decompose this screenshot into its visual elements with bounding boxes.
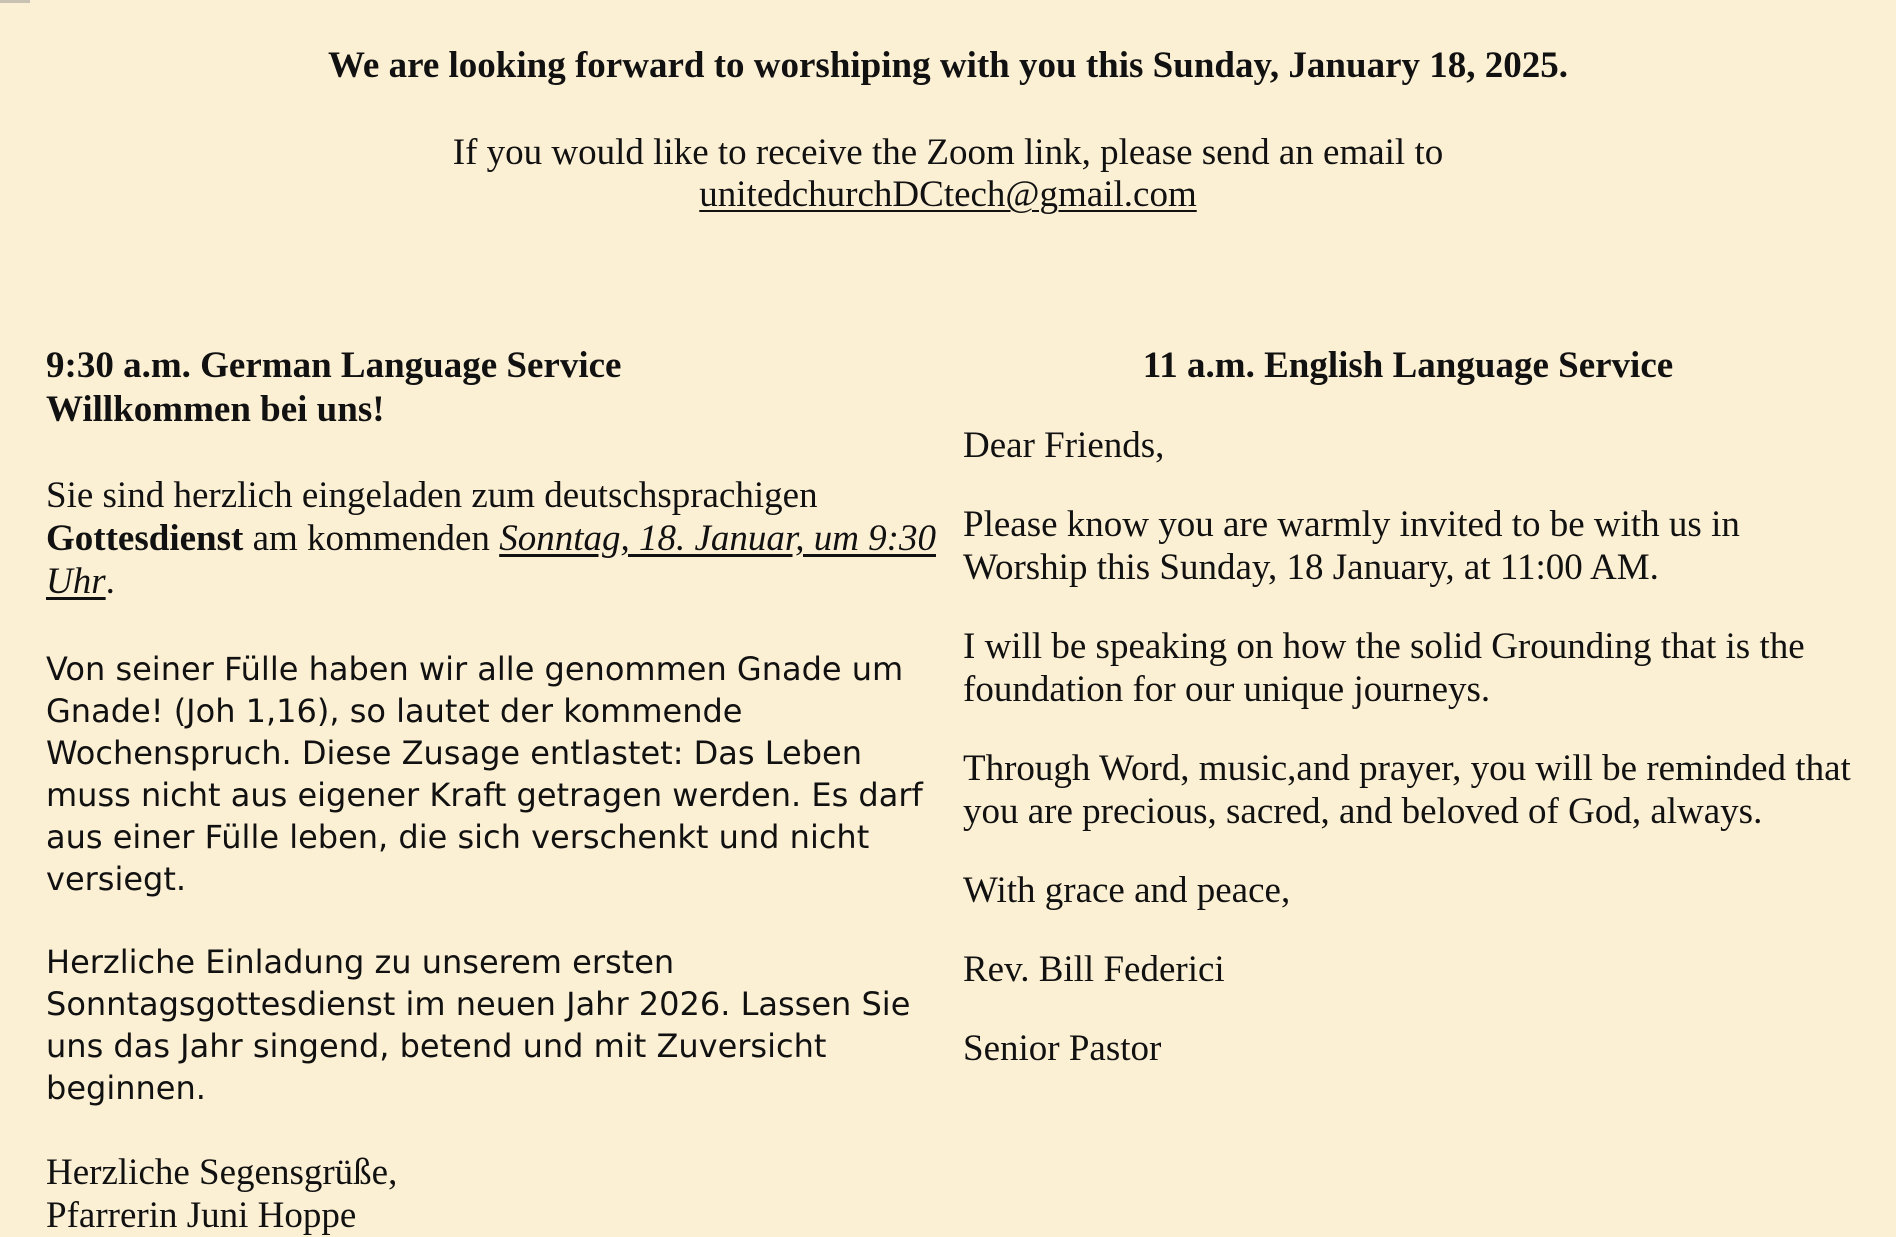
zoom-email-link[interactable]: unitedchurchDCtech@gmail.com bbox=[699, 174, 1197, 215]
english-closing: With grace and peace, bbox=[963, 870, 1291, 911]
german-service-title: 9:30 a.m. German Language Service bbox=[46, 345, 622, 386]
german-invite-text-2: am kommenden bbox=[243, 518, 500, 559]
german-invite-end: . bbox=[105, 561, 115, 602]
english-role: Senior Pastor bbox=[963, 1028, 1162, 1069]
english-service-title: 11 a.m. English Language Service bbox=[1142, 345, 1674, 386]
german-new-year-paragraph: Herzliche Einladung zu unserem ersten Sonntagsgottesdienst im neuen Jahr 2026. Lassen Sie uns das Jahr singend, betend und mit Zuversicht beginnen. bbox=[46, 943, 911, 1107]
german-service-date: Sonntag, 18. Januar, um 9:30 Uhr bbox=[46, 518, 936, 602]
english-greeting: Dear Friends, bbox=[963, 425, 1165, 466]
page-title: We are looking forward to worshiping with you this Sunday, January 18, 2025. bbox=[327, 45, 1569, 86]
german-invite-text-1: Sie sind herzlich eingeladen zum deutschsprachigen bbox=[46, 475, 818, 516]
english-reminder-paragraph: Through Word, music,and prayer, you will be reminded that you are precious, sacred, and beloved of God, always. bbox=[963, 748, 1851, 832]
german-signature: Pfarrerin Juni Hoppe bbox=[46, 1195, 357, 1236]
german-invite-bold: Gottesdienst bbox=[46, 518, 244, 559]
german-weekly-verse-paragraph: Von seiner Fülle haben wir alle genommen Gnade um Gnade! (Joh 1,16), so lautet der kommende Wochenspruch. Diese Zusage entlastet: Das Leben muss nicht aus eigener Kraft getragen werden. Es darf aus einer Fülle leben, die sich verschenkt und nicht versiegt. bbox=[46, 650, 923, 898]
english-service-column bbox=[963, 344, 1863, 1070]
english-sermon-paragraph: I will be speaking on how the solid Grounding that is the foundation for our unique journeys. bbox=[963, 626, 1805, 710]
german-invite-paragraph bbox=[46, 474, 936, 603]
german-welcome-heading: Willkommen bei uns! bbox=[46, 389, 385, 430]
english-signature: Rev. Bill Federici bbox=[963, 949, 1225, 990]
zoom-link-notice bbox=[0, 132, 1896, 216]
german-closing: Herzliche Segensgrüße, bbox=[46, 1152, 398, 1193]
english-invite-paragraph: Please know you are warmly invited to be with us in Worship this Sunday, 18 January, at 11:00 AM. bbox=[963, 504, 1740, 588]
zoom-link-text: If you would like to receive the Zoom link, please send an email to bbox=[452, 132, 1444, 173]
german-service-column bbox=[46, 344, 936, 1237]
